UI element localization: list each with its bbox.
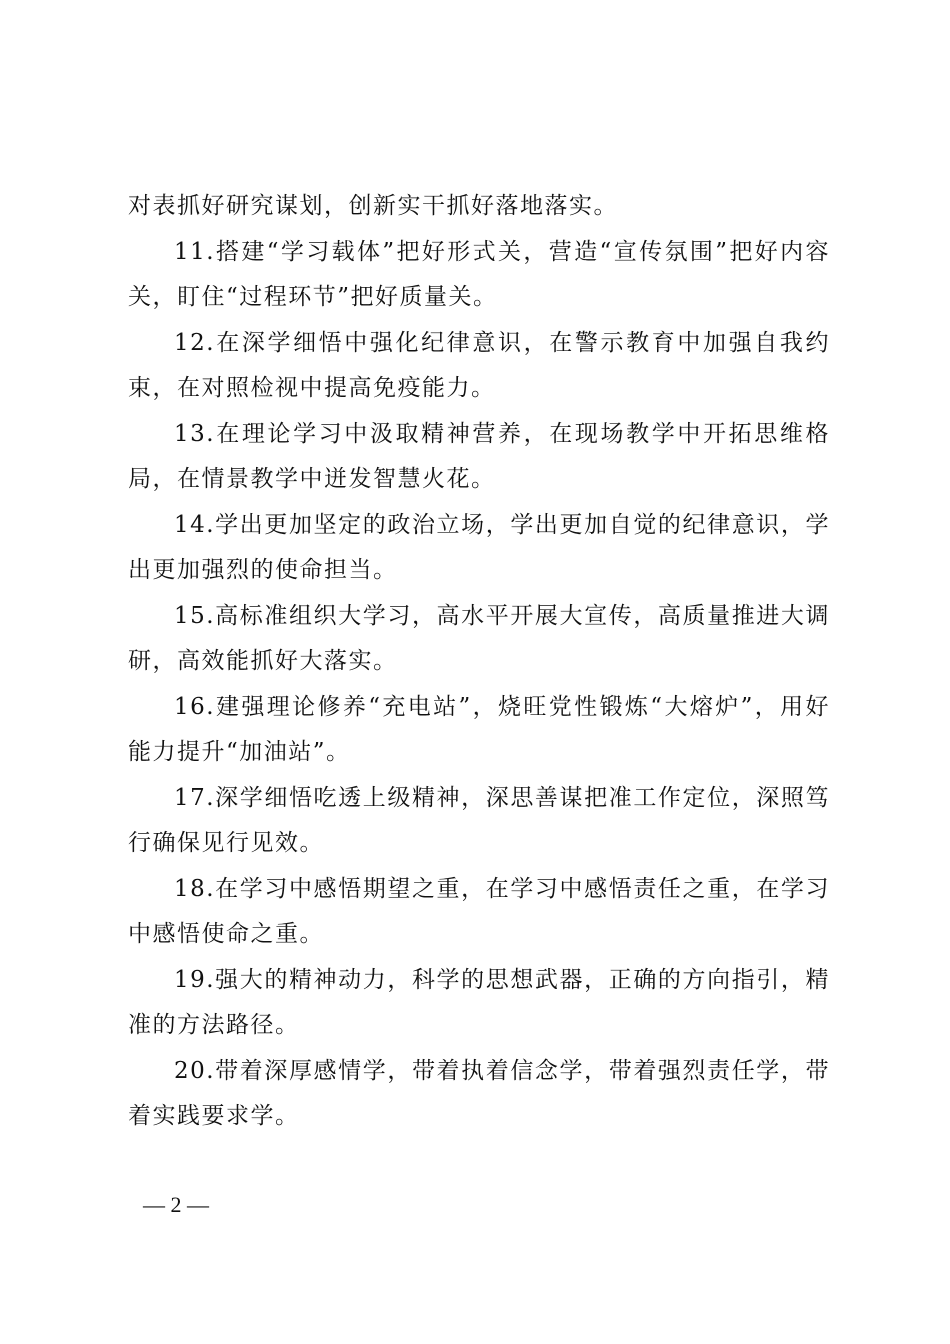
paragraph-item-19: 19.强大的精神动力，科学的思想武器，正确的方向指引，精准的方法路径。 — [128, 966, 830, 1038]
page-number: — 2 — — [143, 1192, 209, 1217]
paragraph-item-13: 13.在理论学习中汲取精神营养，在现场教学中开拓思维格局，在情景教学中迸发智慧火花。 — [128, 420, 830, 492]
paragraph-item-15: 15.高标准组织大学习，高水平开展大宣传，高质量推进大调研，高效能抓好大落实。 — [128, 602, 830, 674]
paragraph-item-12: 12.在深学细悟中强化纪律意识，在警示教育中加强自我约束，在对照检视中提高免疫能力。 — [128, 329, 830, 401]
paragraph-item-20: 20.带着深厚感情学，带着执着信念学，带着强烈责任学，带着实践要求学。 — [128, 1057, 830, 1129]
document-body — [128, 184, 830, 1140]
paragraph-item-18: 18.在学习中感悟期望之重，在学习中感悟责任之重，在学习中感悟使命之重。 — [128, 875, 830, 947]
paragraph-continuation: 对表抓好研究谋划，创新实干抓好落地落实。 — [128, 193, 618, 219]
paragraph-item-14: 14.学出更加坚定的政治立场，学出更加自觉的纪律意识，学出更加强烈的使命担当。 — [128, 511, 830, 583]
paragraph-item-11: 11.搭建“学习载体”把好形式关，营造“宣传氛围”把好内容关，盯住“过程环节”把好质量关。 — [128, 238, 830, 310]
paragraph-item-17: 17.深学细悟吃透上级精神，深思善谋把准工作定位，深照笃行确保见行见效。 — [128, 784, 830, 856]
paragraph-item-16: 16.建强理论修养“充电站”，烧旺党性锻炼“大熔炉”，用好能力提升“加油站”。 — [128, 693, 830, 765]
